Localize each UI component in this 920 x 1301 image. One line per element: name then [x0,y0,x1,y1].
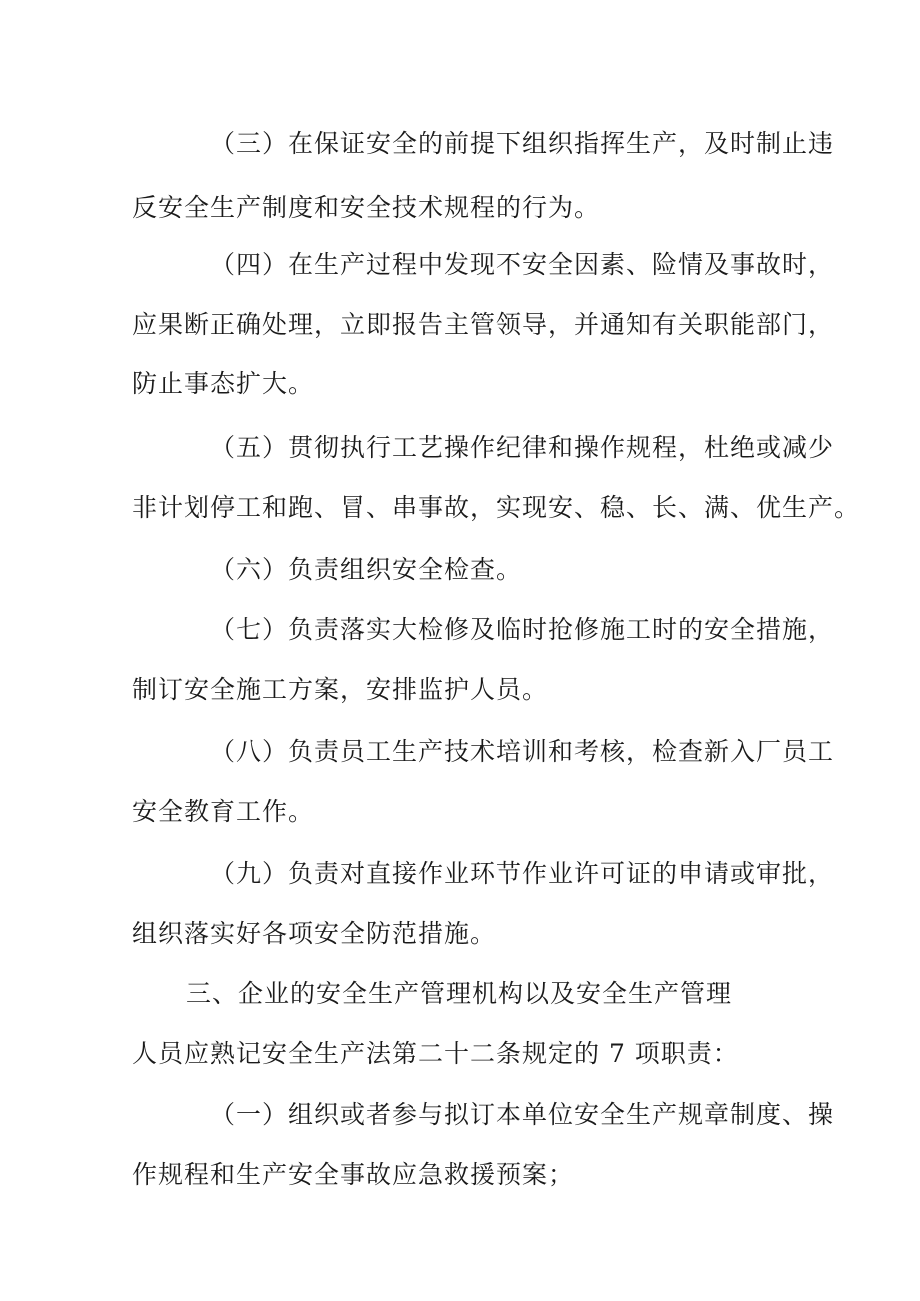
paragraph-line: 组织落实好各项安全防范措施。 [132,919,497,948]
section-heading-line: 三、企业的安全生产管理机构以及安全生产管理 [186,979,733,1008]
paragraph-line: 非计划停工和跑、冒、串事故，实现安、稳、长、满、优生产。 [132,493,861,522]
paragraph-line: （三）在保证安全的前提下组织指挥生产，及时制止违 [210,129,835,158]
paragraph-line: （五）贯彻执行工艺操作纪律和操作规程，杜绝或减少 [210,433,835,462]
section-heading-line: 人员应熟记安全生产法第二十二条规定的 7 项职责： [132,1039,739,1068]
paragraph-line: （四）在生产过程中发现不安全因素、险情及事故时， [210,250,835,279]
paragraph-line: （七）负责落实大检修及临时抢修施工时的安全措施， [210,615,835,644]
paragraph-line: 应果断正确处理，立即报告主管领导，并通知有关职能部门， [132,310,835,339]
paragraph-line: （八）负责员工生产技术培训和考核，检查新入厂员工 [210,737,835,766]
paragraph-line: 制订安全施工方案，安排监护人员。 [132,675,549,704]
paragraph-line: 作规程和生产安全事故应急救援预案； [132,1160,575,1189]
paragraph-line: （一）组织或者参与拟订本单位安全生产规章制度、操 [210,1100,835,1129]
paragraph-line: 安全教育工作。 [132,797,315,826]
paragraph-line: 反安全生产制度和安全技术规程的行为。 [132,193,601,222]
paragraph-line: 防止事态扩大。 [132,369,315,398]
paragraph-line: （六）负责组织安全检查。 [210,555,523,584]
paragraph-line: （九）负责对直接作业环节作业许可证的申请或审批， [210,859,835,888]
